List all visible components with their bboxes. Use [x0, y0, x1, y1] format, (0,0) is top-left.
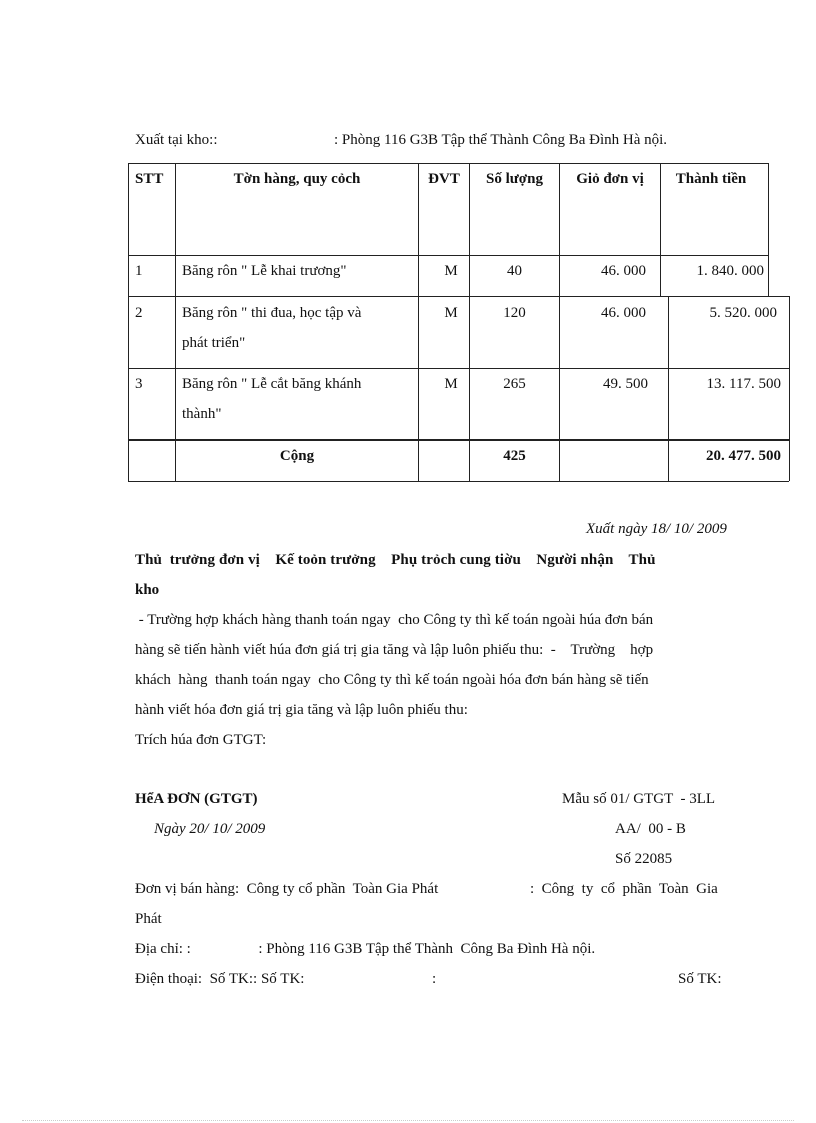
total-amount: 20. 477. 500 [706, 448, 781, 464]
row-2-name-line2: phát triển" [182, 335, 246, 351]
signature-line: Thủ trưởng đơn vị Kế toỏn trưởng Phụ trỏch cung tiờu Người nhận Thủ [135, 552, 656, 568]
total-label: Cộng [279, 448, 315, 464]
export-date: Xuất ngày 18/ 10/ 2009 [586, 521, 727, 537]
seller-label: Đơn vị bán hàng: Công ty cổ phần Toàn Gia Phát [135, 881, 439, 897]
row-1-name: Băng rôn " Lễ khai trương" [182, 263, 347, 279]
header-amount: Thành tiền [675, 171, 747, 187]
warehouse-value: : Phòng 116 G3B Tập thể Thành Công Ba Đình Hà nội. [334, 132, 668, 148]
row-2-price: 46. 000 [601, 305, 646, 321]
row-3-qty: 265 [503, 376, 526, 392]
row-3-name-line1: Băng rôn " Lễ cắt băng khánh [182, 376, 362, 392]
header-name: Tờn hàng, quy cỏch [233, 171, 361, 187]
paragraph-line-2: hàng sẽ tiến hành viết húa đơn giá trị gia tăng và lập luôn phiếu thu: - Trường hợp [135, 642, 654, 658]
row-2-stt: 2 [135, 305, 143, 321]
row-3-price: 49. 500 [603, 376, 648, 392]
warehouse-label: Xuất tại kho:: [135, 132, 218, 148]
signature-line-cont: kho [135, 582, 160, 598]
row-2-qty: 120 [503, 305, 526, 321]
row-1-unit: M [444, 263, 458, 279]
row-1-amount: 1. 840. 000 [696, 263, 764, 279]
seller-cont: Phát [135, 911, 162, 927]
row-2-amount: 5. 520. 000 [709, 305, 777, 321]
row-1-stt: 1 [135, 263, 143, 279]
row-2-name-line1: Băng rôn " thi đua, học tập và [182, 305, 362, 321]
total-qty: 425 [503, 448, 526, 464]
row-3-name-line2: thành" [182, 406, 222, 422]
phone-colon: : [432, 971, 437, 987]
phone-account: Số TK: [678, 971, 722, 987]
header-stt: STT [135, 171, 164, 187]
invoice-title: HểA ĐƠN (GTGT) [135, 791, 258, 807]
address-line: Địa chỉ: : : Phòng 116 G3B Tập thể Thành Công Ba Đình Hà nội. [135, 941, 596, 957]
invoice-series: AA/ 00 - B [615, 821, 686, 837]
row-1-price: 46. 000 [601, 263, 646, 279]
invoice-form-no: Mẫu số 01/ GTGT - 3LL [562, 791, 716, 807]
row-1-qty: 40 [507, 263, 522, 279]
row-2-unit: M [444, 305, 458, 321]
row-3-stt: 3 [135, 376, 143, 392]
extract-line: Trích húa đơn GTGT: [135, 732, 267, 748]
header-price: Giỏ đơn vị [576, 171, 644, 187]
header-unit: ĐVT [428, 171, 460, 187]
header-qty: Số lượng [486, 171, 543, 187]
row-3-unit: M [444, 376, 458, 392]
seller-value: : Công ty cổ phần Toàn Gia [530, 881, 718, 897]
paragraph-line-1: - Trường hợp khách hàng thanh toán ngay cho Công ty thì kế toán ngoài húa đơn bán [135, 612, 654, 628]
paragraph-line-4: hành viết hóa đơn giá trị gia tăng và lập luôn phiếu thu: [135, 702, 468, 718]
page-bottom-rule [22, 1120, 794, 1121]
invoice-date: Ngày 20/ 10/ 2009 [154, 821, 266, 837]
row-3-amount: 13. 117. 500 [706, 376, 781, 392]
phone-line: Điện thoại: Số TK:: Số TK: [135, 971, 305, 987]
invoice-number: Số 22085 [615, 851, 673, 867]
paragraph-line-3: khách hàng thanh toán ngay cho Công ty thì kế toán ngoài hóa đơn bán hàng sẽ tiến [135, 672, 649, 688]
